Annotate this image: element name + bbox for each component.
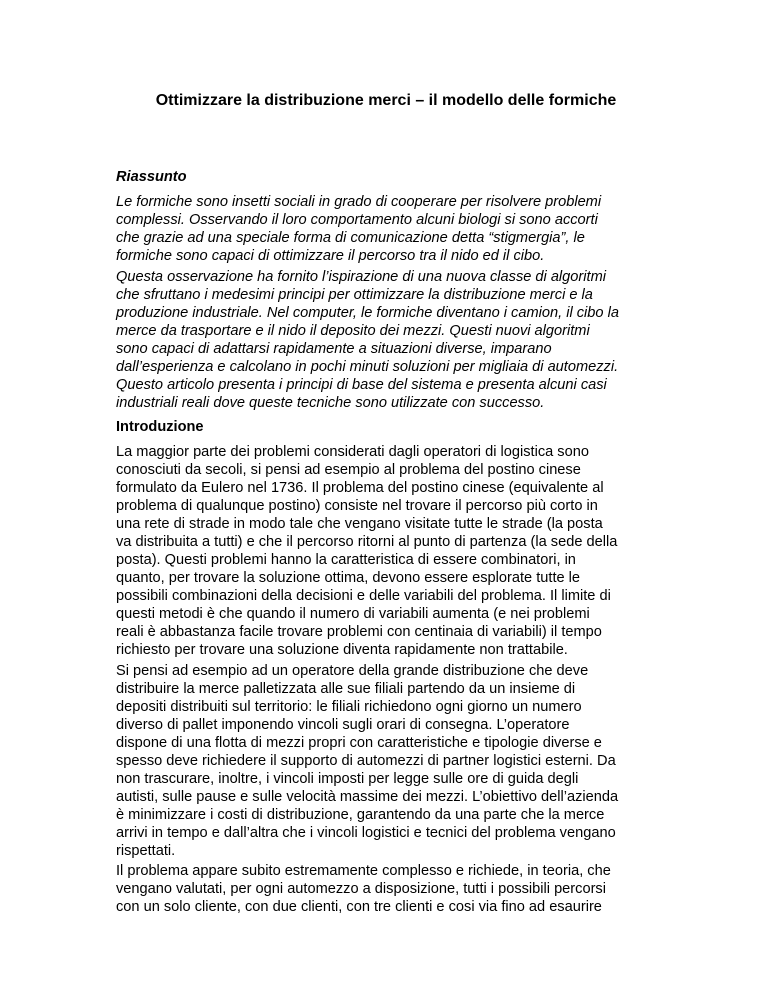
abstract-heading: Riassunto	[116, 169, 187, 185]
text-line: non trascurare, inoltre, i vincoli imposti per legge sulle ore di guida degli	[116, 771, 579, 787]
text-line: questi metodi è che quando il numero di variabili aumenta (e nei problemi	[116, 606, 590, 622]
text-line: La maggior parte dei problemi considerati dagli operatori di logistica sono	[116, 444, 589, 460]
introduction-paragraph-2	[116, 662, 656, 860]
text-line: che grazie ad una speciale forma di comunicazione detta “stigmergia”, le	[116, 230, 585, 246]
text-line: produzione industriale. Nel computer, le formiche diventano i camion, il cibo la	[116, 305, 619, 321]
text-line: una rete di strade in modo tale che vengano visitate tutte le strade (la posta	[116, 516, 603, 532]
text-line: va distribuita a tutti) e che il percorso ritorni al punto di partenza (la sede della	[116, 534, 618, 550]
text-line: è minimizzare i costi di distribuzione, garantendo da una parte che la merce	[116, 807, 605, 823]
introduction-paragraph-3	[116, 862, 656, 916]
text-line: autisti, sulle pause e sulle velocità massime dei mezzi. L’obiettivo dell’azienda	[116, 789, 619, 805]
introduction-paragraph-1	[116, 443, 656, 659]
text-line: quanto, per trovare la soluzione ottima, devono essere esplorate tutte le	[116, 570, 581, 586]
text-line: industriali reali dove queste tecniche sono utilizzate con successo.	[116, 395, 545, 411]
text-line: formiche sono capaci di ottimizzare il percorso tra il nido ed il cibo.	[116, 248, 545, 264]
text-line: dispone di una flotta di mezzi propri con caratteristiche e tipologie diverse e	[116, 735, 602, 751]
text-line: sono capaci di adattarsi rapidamente a situazioni diverse, imparano	[116, 341, 552, 357]
text-line: problema di qualunque postino) consiste nel trovare il percorso più corto in	[116, 498, 598, 514]
text-line: vengano valutati, per ogni automezzo a disposizione, tutti i possibili percorsi	[116, 881, 606, 897]
introduction-heading: Introduzione	[116, 419, 204, 435]
text-line: Si pensi ad esempio ad un operatore della grande distribuzione che deve	[116, 663, 589, 679]
text-line: conosciuti da secoli, si pensi ad esempio al problema del postino cinese	[116, 462, 581, 478]
text-line: complessi. Osservando il loro comportamento alcuni biologi si sono accorti	[116, 212, 598, 228]
text-line: formulato da Eulero nel 1736. Il problema del postino cinese (equivalente al	[116, 480, 604, 496]
text-line: richiesto per trovare una soluzione diventa rapidamente non trattabile.	[116, 642, 568, 658]
text-line: reali è abbastanza facile trovare problemi con centinaia di variabili) il tempo	[116, 624, 602, 640]
text-line: distribuire la merce palletizzata alle sue filiali partendo da un insieme di	[116, 681, 576, 697]
text-line: Il problema appare subito estremamente complesso e richiede, in teoria, che	[116, 863, 611, 879]
text-line: Questa osservazione ha fornito l’ispirazione di una nuova classe di algoritmi	[116, 269, 606, 285]
text-line: Questo articolo presenta i principi di base del sistema e presenta alcuni casi	[116, 377, 607, 393]
text-line: depositi distribuiti sul territorio: le filiali richiedono ogni giorno un numero	[116, 699, 582, 715]
text-line: arrivi in tempo e dall’altra che i vincoli logistici e tecnici del problema vengano	[116, 825, 616, 841]
text-line: posta). Questi problemi hanno la caratteristica di essere combinatori, in	[116, 552, 576, 568]
text-line: possibili combinazioni della decisioni e delle variabili del problema. Il limite di	[116, 588, 611, 604]
abstract-paragraph-1	[116, 193, 656, 265]
text-line: Le formiche sono insetti sociali in grado di cooperare per risolvere problemi	[116, 194, 602, 210]
text-line: spesso deve richiedere il supporto di automezzi di partner logistici esterni. Da	[116, 753, 616, 769]
text-line: con un solo cliente, con due clienti, con tre clienti e cosi via fino ad esaurire	[116, 899, 602, 915]
text-line: dall’esperienza e calcolano in pochi minuti soluzioni per migliaia di automezzi.	[116, 359, 619, 375]
abstract-paragraph-2	[116, 268, 656, 412]
document-title: Ottimizzare la distribuzione merci – il modello delle formiche	[155, 92, 617, 109]
text-line: rispettati.	[116, 843, 176, 859]
text-line: diverso di pallet imponendo vincoli sugli orari di consegna. L’operatore	[116, 717, 570, 733]
text-line: merce da trasportare e il nido il deposito dei mezzi. Questi nuovi algoritmi	[116, 323, 590, 339]
text-line: che sfruttano i medesimi principi per ottimizzare la distribuzione merci e la	[116, 287, 593, 303]
